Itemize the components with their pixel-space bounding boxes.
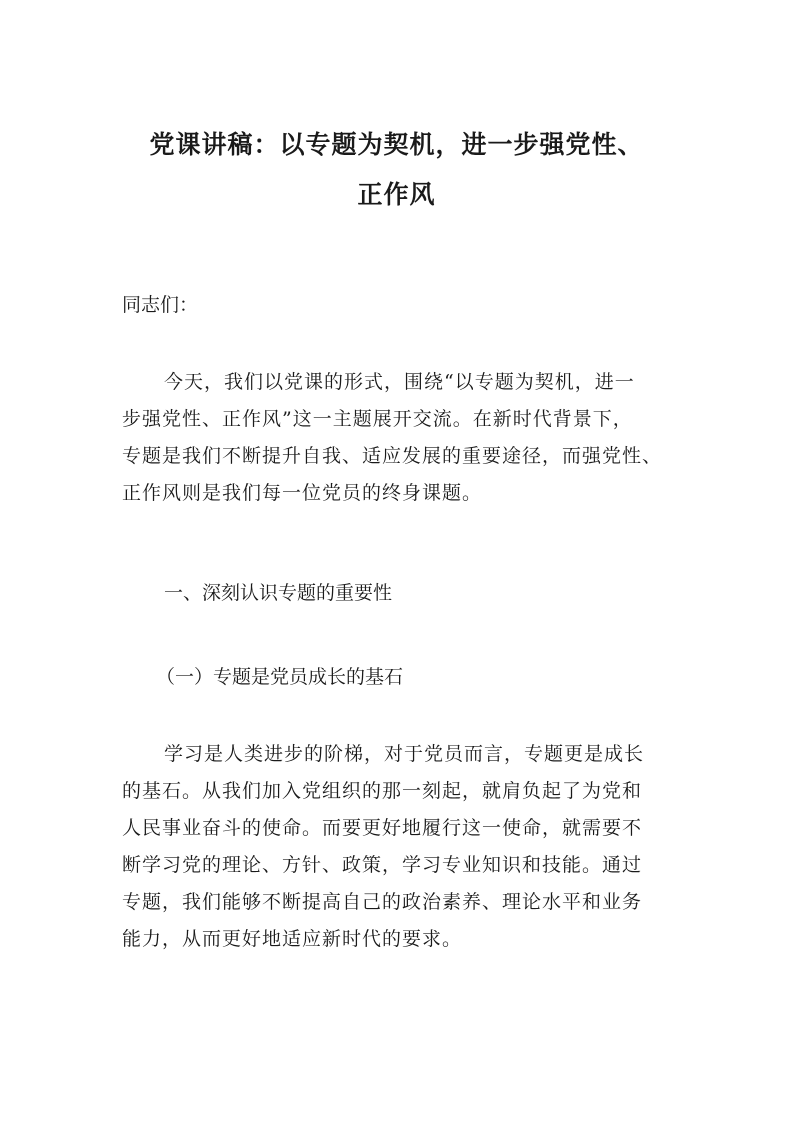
paragraph-line: 专题，我们能够不断提高自己的政治素养、理论水平和业务 (122, 891, 643, 913)
paragraph-line: 今天，我们以党课的形式，围绕“以专题为契机，进一 (164, 371, 635, 393)
greeting: 同志们： (122, 294, 199, 316)
paragraph-line: 正作风则是我们每一位党员的终身课题。 (122, 482, 483, 504)
paragraph-line: 步强党性、正作风”这一主题展开交流。在新时代背景下， (122, 408, 633, 430)
subsection-heading: （一）专题是党员成长的基石 (156, 666, 404, 688)
paragraph-line: 人民事业奋斗的使命。而要更好地履行这一使命，就需要不 (122, 817, 643, 839)
paragraph-intro (122, 364, 662, 512)
title-line-2: 正作风 (357, 180, 436, 209)
document-title (100, 120, 693, 220)
paragraph-line: 断学习党的理论、方针、政策，学习专业知识和技能。通过 (122, 854, 643, 876)
paragraph-line: 能力，从而更好地适应新时代的要求。 (122, 928, 463, 950)
paragraph-line: 学习是人类进步的阶梯，对于党员而言，专题更是成长 (164, 743, 645, 765)
paragraph-line: 专题是我们不断提升自我、适应发展的重要途径，而强党性、 (122, 445, 663, 467)
paragraph-body (122, 736, 644, 958)
title-line-1: 党课讲稿：以专题为契机，进一步强党性、 (149, 130, 644, 159)
paragraph-line: 的基石。从我们加入党组织的那一刻起，就肩负起了为党和 (122, 780, 643, 802)
section-heading: 一、深刻认识专题的重要性 (164, 582, 393, 604)
